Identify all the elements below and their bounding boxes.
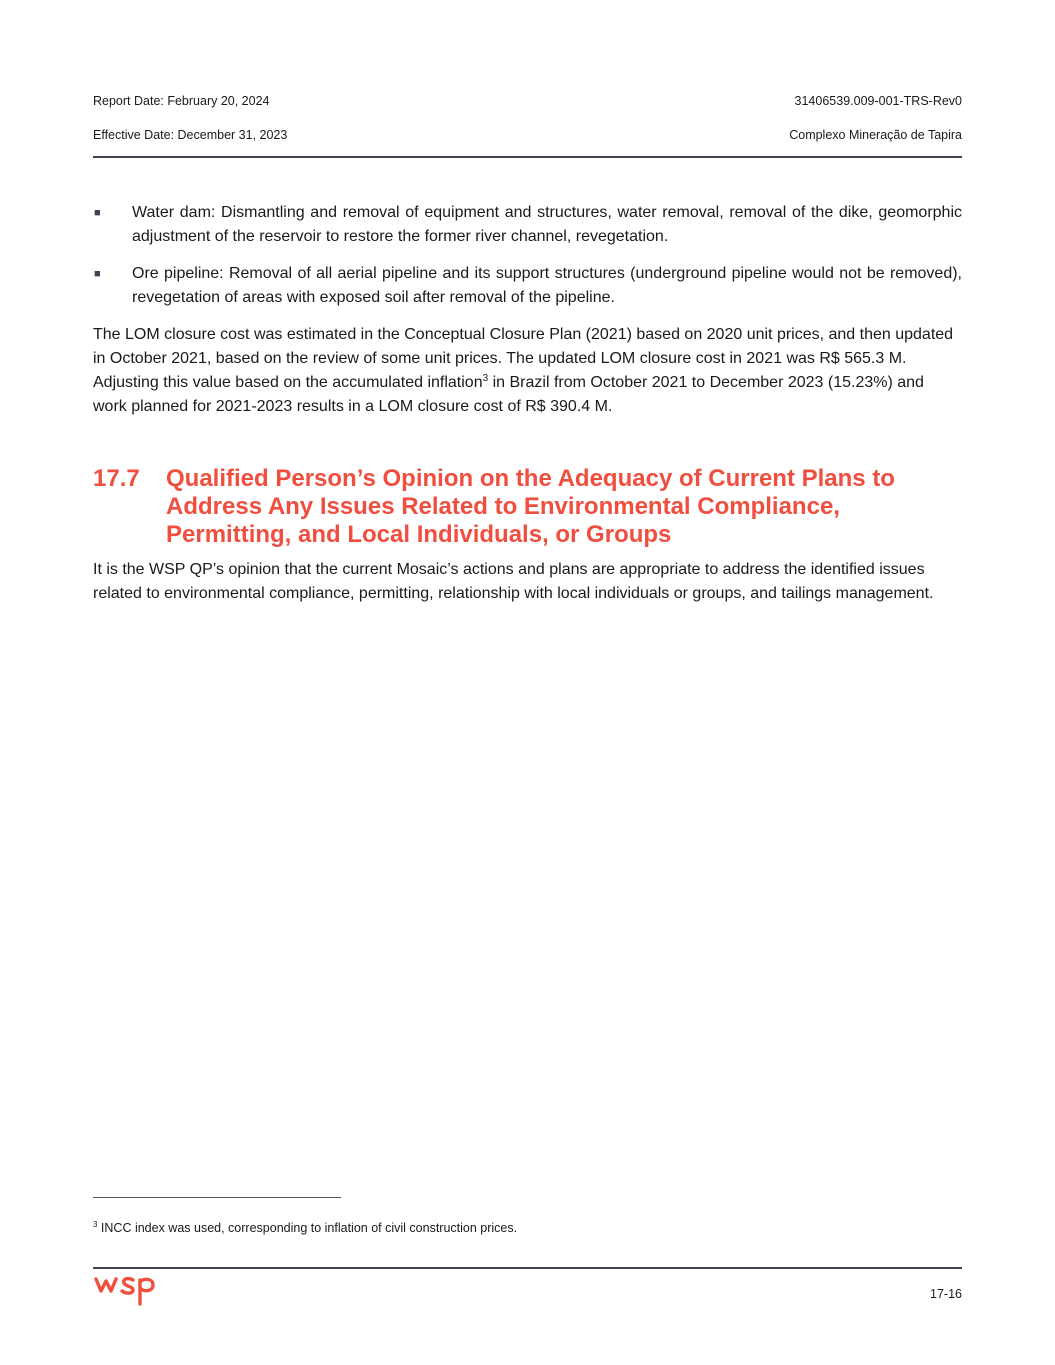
closure-cost-paragraph bbox=[93, 323, 962, 419]
list-item-text: Ore pipeline: Removal of all aerial pipeline and its support structures (underground pipeline would not be removed), revegetation of areas with exposed soil after removal of the pipeline. bbox=[132, 265, 962, 306]
list-item bbox=[93, 262, 962, 310]
wsp-logo bbox=[93, 1274, 157, 1308]
footnote-marker: 3 bbox=[93, 1220, 98, 1229]
footnote-divider bbox=[93, 1197, 341, 1198]
footnote bbox=[93, 1220, 517, 1236]
list-item-text: Water dam: Dismantling and removal of equipment and structures, water removal, removal of the dike, geomorphic adjustment of the reservoir to restore the former river channel, revegetation. bbox=[132, 204, 962, 245]
page-number: 17-16 bbox=[930, 1287, 962, 1301]
bullet-square-icon: ■ bbox=[94, 207, 101, 219]
section-body-paragraph: It is the WSP QP’s opinion that the current Mosaic’s actions and plans are appropriate to address the identified issues related to environmental compliance, permitting, relationship with local individuals or groups, and tailings management. bbox=[93, 561, 934, 602]
list-item bbox=[93, 201, 962, 249]
footnote-text: INCC index was used, corresponding to inflation of civil construction prices. bbox=[97, 1221, 518, 1235]
project-name: Complexo Mineração de Tapira bbox=[789, 128, 962, 142]
document-number: 31406539.009-001-TRS-Rev0 bbox=[794, 94, 962, 108]
closure-activities-list bbox=[93, 201, 962, 310]
footer-divider bbox=[93, 1267, 962, 1269]
effective-date: Effective Date: December 31, 2023 bbox=[93, 128, 288, 142]
report-date: Report Date: February 20, 2024 bbox=[93, 94, 270, 108]
paragraph-text-continued: in Brazil from October 2021 to December 2023 (15.23%) and work planned for 2021-2023 results in a LOM closure cost of R$ 390.4 M. bbox=[93, 374, 924, 415]
bullet-square-icon: ■ bbox=[94, 268, 101, 280]
section-title: Qualified Person’s Opinion on the Adequacy of Current Plans to Address Any Issues Related to Environmental Compliance, Permitting, and Local Individuals, or Groups bbox=[166, 465, 895, 548]
section-heading bbox=[93, 465, 962, 549]
header-divider bbox=[93, 156, 962, 158]
page-content bbox=[93, 201, 962, 606]
footnote-reference[interactable]: 3 bbox=[482, 373, 489, 384]
paragraph-text: The LOM closure cost was estimated in the Conceptual Closure Plan (2021) based on 2020 unit prices, and then updated in October 2021, based on the review of some unit prices. The updated LOM closure cost in 2021 was R$ 565.3 M. Adjusting this value based on the accumulated inflation bbox=[93, 326, 954, 391]
section-number: 17.7 bbox=[93, 465, 140, 492]
